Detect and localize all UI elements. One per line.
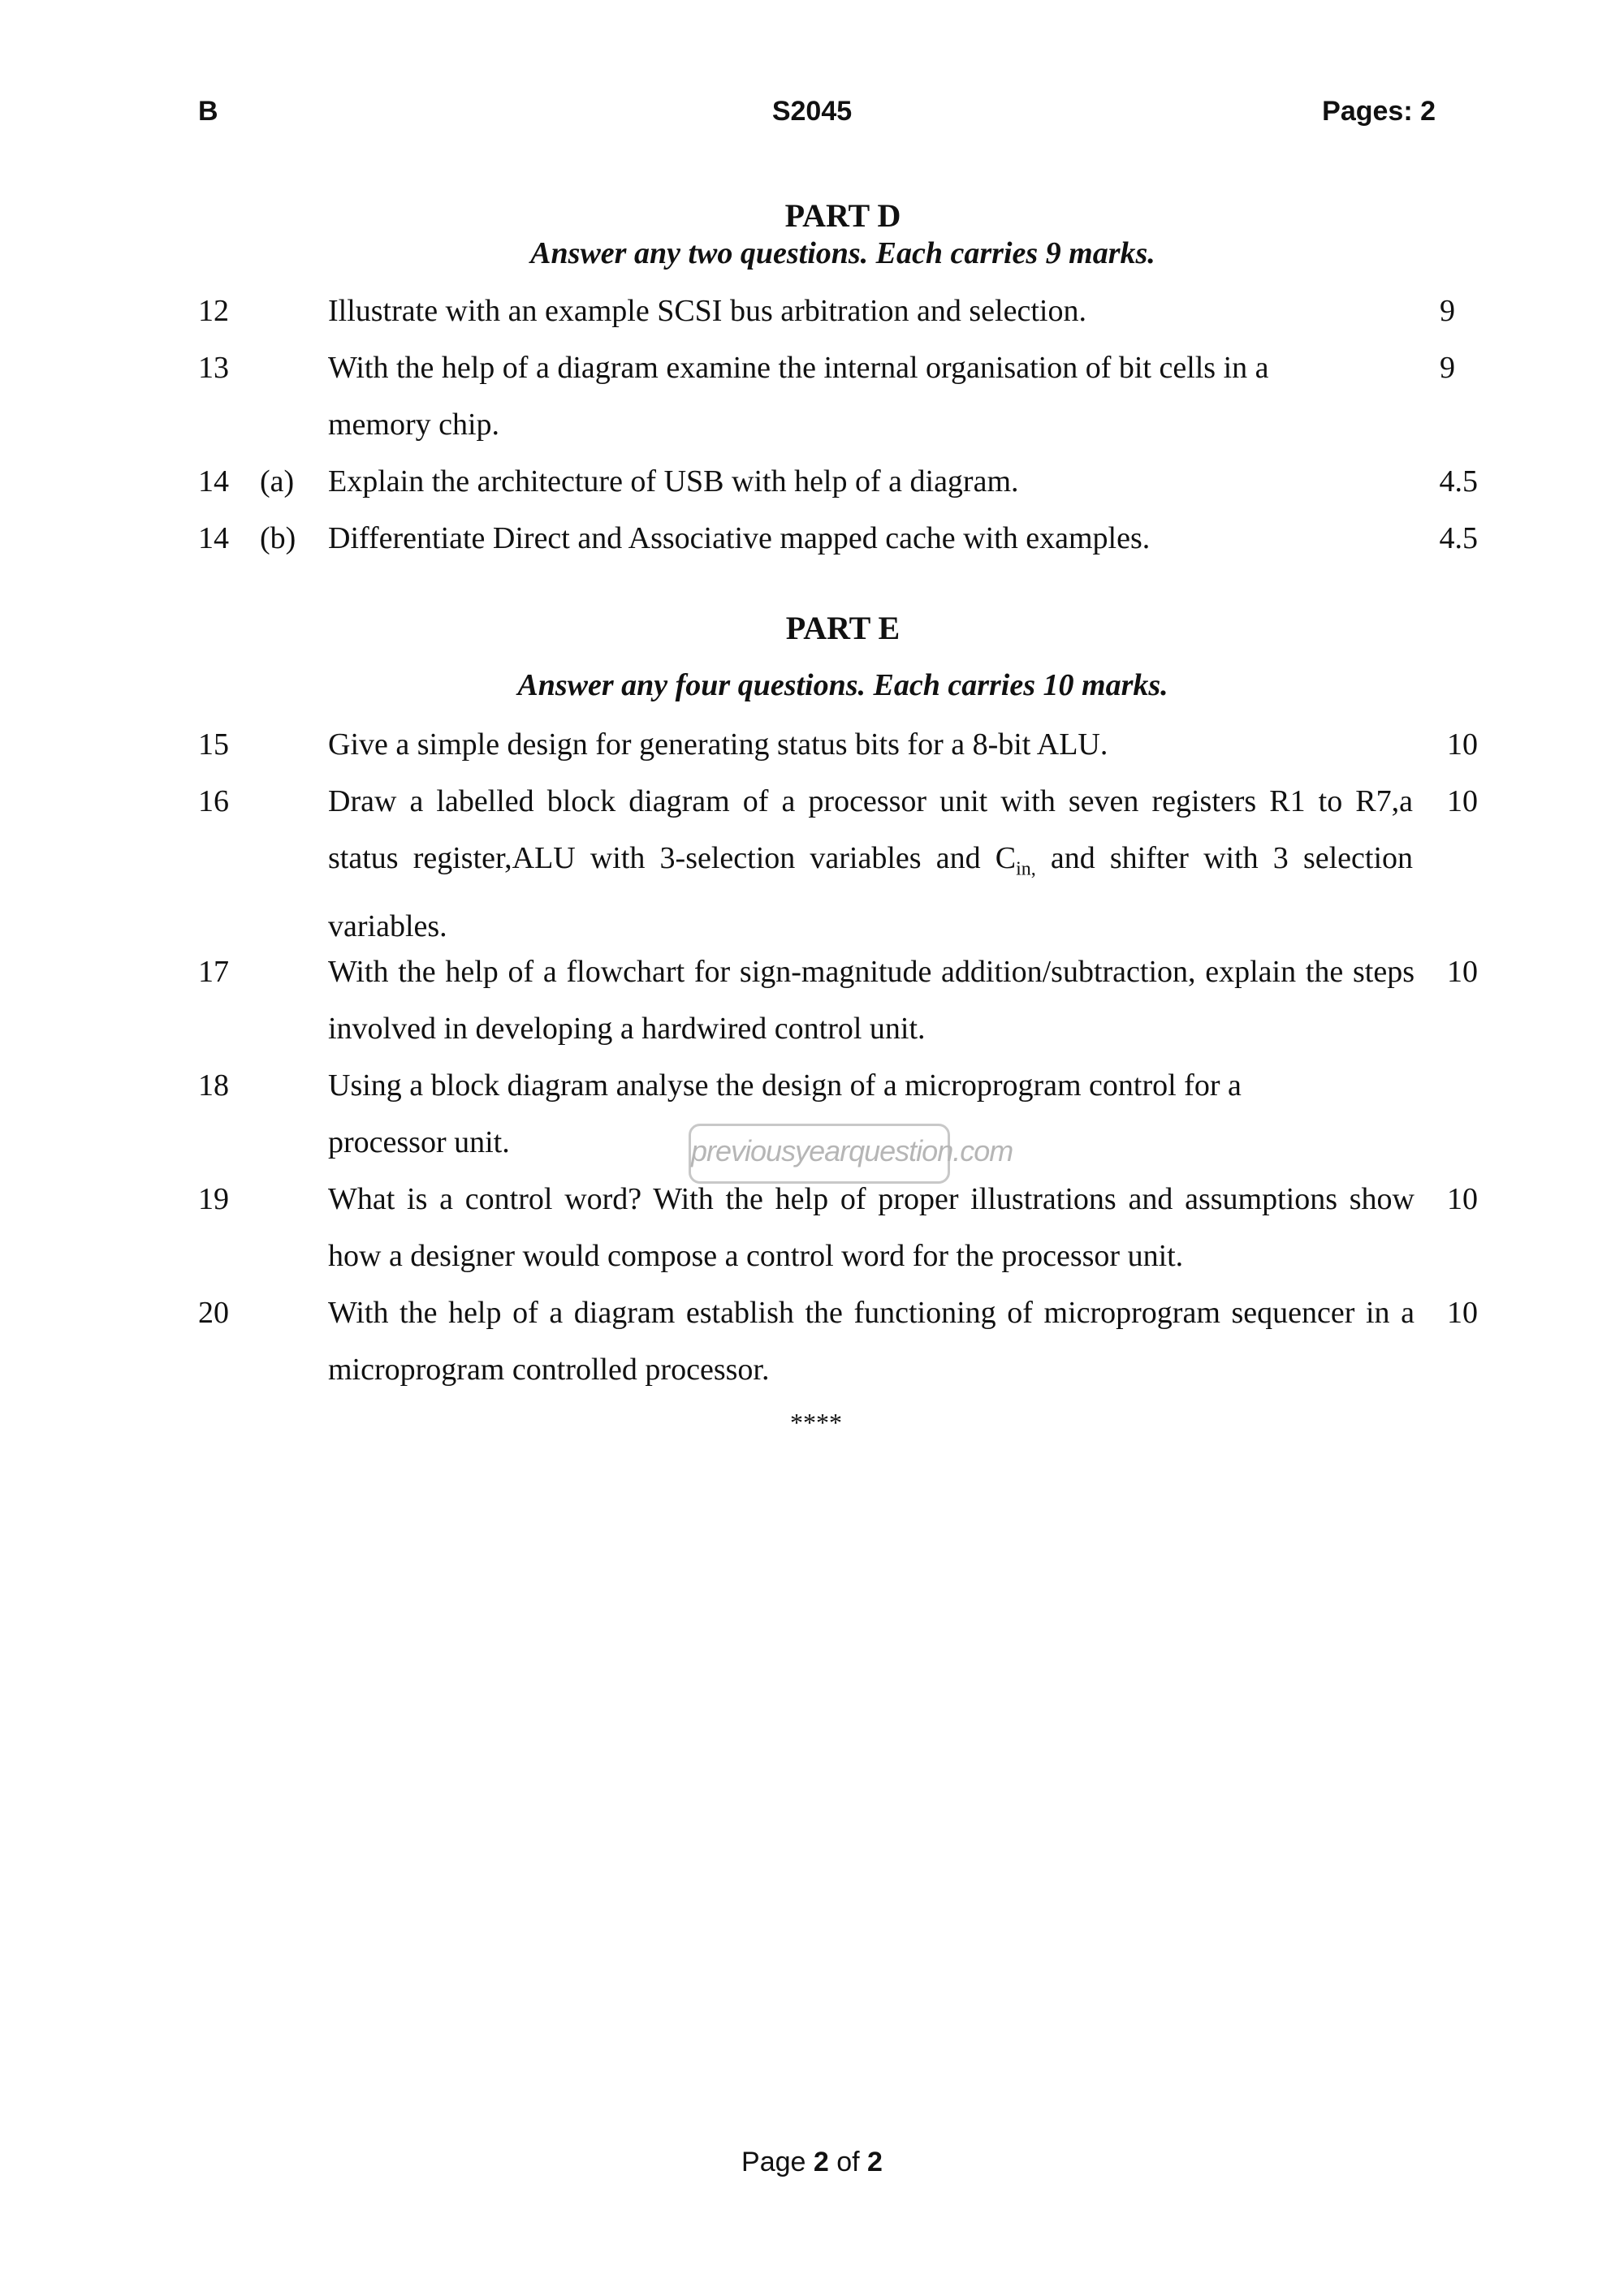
question-text: Give a simple design for generating status bits for a 8-bit ALU.	[328, 727, 1108, 762]
question-text: With the help of a diagram establish the functioning of microprogram sequencer in a microprogram controlled processor.	[328, 1296, 1415, 1387]
question-number: 13	[198, 351, 229, 385]
part-e-instruction: Answer any four questions. Each carries 10 marks.	[517, 668, 1168, 702]
question-text: With the help of a diagram examine the internal organisation of bit cells in a memory chip.	[328, 351, 1269, 442]
question-marks: 10	[1447, 784, 1478, 818]
question-number: 17	[198, 955, 229, 989]
question-marks: 4.5	[1439, 464, 1478, 498]
end-marker: ****	[790, 1408, 842, 1437]
footer-total-pages: 2	[867, 2147, 883, 2177]
header-page-count: Pages: 2	[1322, 96, 1436, 127]
question-marks: 10	[1447, 1296, 1478, 1330]
page-footer	[0, 2147, 1624, 2178]
question-number: 15	[198, 727, 229, 762]
question-number: 20	[198, 1296, 229, 1330]
question-number: 12	[198, 294, 229, 328]
part-d-title: PART D	[784, 197, 901, 234]
footer-current-page: 2	[813, 2147, 829, 2177]
question-marks: 9	[1440, 294, 1455, 328]
part-e-title: PART E	[785, 610, 901, 646]
header-paper-code: S2045	[771, 96, 853, 127]
question-text-part: Draw a labelled block diagram of a processor unit with seven registers R1 to R7,a status register,ALU with 3-selection variables and C	[328, 784, 1413, 875]
question-text: Using a block diagram analyse the design of a microprogram control for a processor unit.	[328, 1068, 1242, 1159]
question-number: 19	[198, 1182, 229, 1216]
question-text: Explain the architecture of USB with help of a diagram.	[328, 464, 1019, 498]
question-number: 18	[198, 1068, 229, 1103]
question-text: Differentiate Direct and Associative mapped cache with examples.	[328, 521, 1151, 555]
header-series: B	[198, 96, 218, 127]
footer-prefix: Page	[741, 2147, 814, 2177]
question-text-part: and shifter with 3 selection variables.	[328, 841, 1413, 943]
question-text: With the help of a flowchart for sign-magnitude addition/subtraction, explain the steps involved in developing a hardwired control unit.	[328, 955, 1415, 1046]
question-subpart: (b)	[260, 521, 296, 555]
question-marks: 10	[1447, 727, 1478, 762]
subscript-in: in,	[1016, 858, 1036, 880]
part-d-instruction: Answer any two questions. Each carries 9 marks.	[530, 236, 1155, 270]
question-text: What is a control word? With the help of proper illustrations and assumptions show how a designer would compose a control word for the processor unit.	[328, 1182, 1415, 1273]
page-header	[0, 96, 1624, 145]
question-number: 14	[198, 464, 229, 498]
watermark-logo: previousyearquestion.com	[689, 1124, 950, 1184]
question-number: 14	[198, 521, 229, 555]
question-text	[328, 773, 1413, 955]
question-subpart: (a)	[260, 464, 295, 498]
question-marks: 4.5	[1439, 521, 1478, 555]
question-marks: 10	[1447, 955, 1478, 989]
question-marks: 9	[1440, 351, 1455, 385]
question-number: 16	[198, 784, 229, 818]
question-marks: 10	[1447, 1182, 1478, 1216]
question-text: Illustrate with an example SCSI bus arbitration and selection.	[328, 294, 1086, 328]
footer-middle: of	[828, 2147, 868, 2177]
